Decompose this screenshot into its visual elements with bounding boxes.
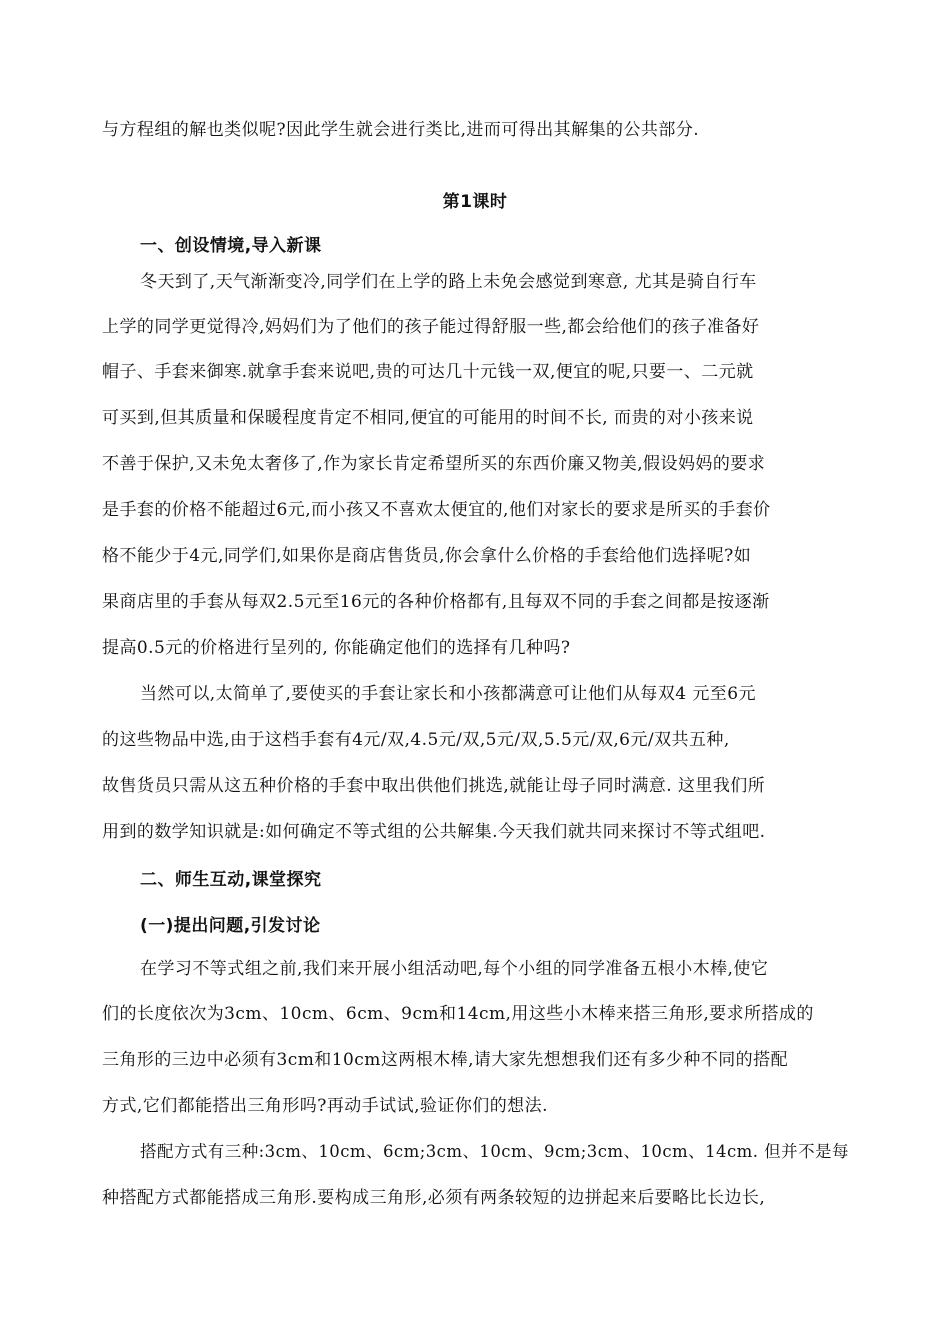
- paragraph-line: 可买到,但其质量和保暖程度肯定不相同,便宜的可能用的时间不长, 而贵的对小孩来说: [102, 408, 754, 428]
- paragraph-line: 帽子、手套来御寒.就拿手套来说吧,贵的可达几十元钱一双,便宜的呢,只要一、二元就: [102, 362, 754, 382]
- paragraph-line: 搭配方式有三种:3cm、10cm、6cm;3cm、10cm、9cm;3cm、10cm、14cm. 但并不是每: [140, 1142, 849, 1161]
- paragraph-line: 当然可以,太简单了,要使买的手套让家长和小孩都满意可让他们从每双4 元至6元: [140, 684, 756, 704]
- paragraph-line: 们的长度依次为3cm、10cm、6cm、9cm和14cm,用这些小木棒来搭三角形,要求所搭成的: [102, 1004, 814, 1024]
- section-heading: 二、师生互动,课堂探究: [140, 870, 322, 890]
- paragraph-line: 在学习不等式组之前,我们来开展小组活动吧,每个小组的同学准备五根小木棒,使它: [140, 959, 769, 979]
- paragraph-line: 格不能少于4元,同学们,如果你是商店售货员,你会拿什么价格的手套给他们选择呢?如: [102, 546, 752, 566]
- paragraph-line: 的这些物品中选,由于这档手套有4元/双,4.5元/双,5元/双,5.5元/双,6元/双共五种,: [102, 730, 730, 750]
- paragraph-line: 与方程组的解也类似呢?因此学生就会进行类比,进而可得出其解集的公共部分.: [102, 120, 700, 140]
- section-heading: 一、创设情境,导入新课: [140, 236, 322, 256]
- paragraph-line: 提高0.5元的价格进行呈列的, 你能确定他们的选择有几种吗?: [102, 638, 571, 658]
- paragraph-line: 方式,它们都能搭出三角形吗?再动手试试,验证你们的想法.: [102, 1096, 548, 1116]
- paragraph-line: 上学的同学更觉得冷,妈妈们为了他们的孩子能过得舒服一些,都会给他们的孩子准备好: [102, 317, 760, 337]
- paragraph-line: 不善于保护,又未免太奢侈了,作为家长肯定希望所买的东西价廉又物美,假设妈妈的要求: [102, 454, 766, 474]
- subsection-heading: (一)提出问题,引发讨论: [140, 916, 321, 936]
- lesson-title: 第1课时: [442, 192, 508, 212]
- paragraph-line: 用到的数学知识就是:如何确定不等式组的公共解集.今天我们就共同来探讨不等式组吧.: [102, 822, 766, 842]
- paragraph-line: 果商店里的手套从每双2.5元至16元的各种价格都有,且每双不同的手套之间都是按逐渐: [102, 592, 770, 612]
- paragraph-line: 种搭配方式都能搭成三角形.要构成三角形,必须有两条较短的边拼起来后要略比长边长,: [102, 1188, 766, 1208]
- paragraph-line: 是手套的价格不能超过6元,而小孩又不喜欢太便宜的,他们对家长的要求是所买的手套价: [102, 500, 771, 520]
- paragraph-line: 冬天到了,天气渐渐变冷,同学们在上学的路上未免会感觉到寒意, 尤其是骑自行车: [140, 272, 757, 292]
- paragraph-line: 三角形的三边中必须有3cm和10cm这两根木棒,请大家先想想我们还有多少种不同的搭配: [102, 1050, 789, 1070]
- paragraph-line: 故售货员只需从这五种价格的手套中取出供他们挑选,就能让母子同时满意. 这里我们所: [102, 776, 766, 796]
